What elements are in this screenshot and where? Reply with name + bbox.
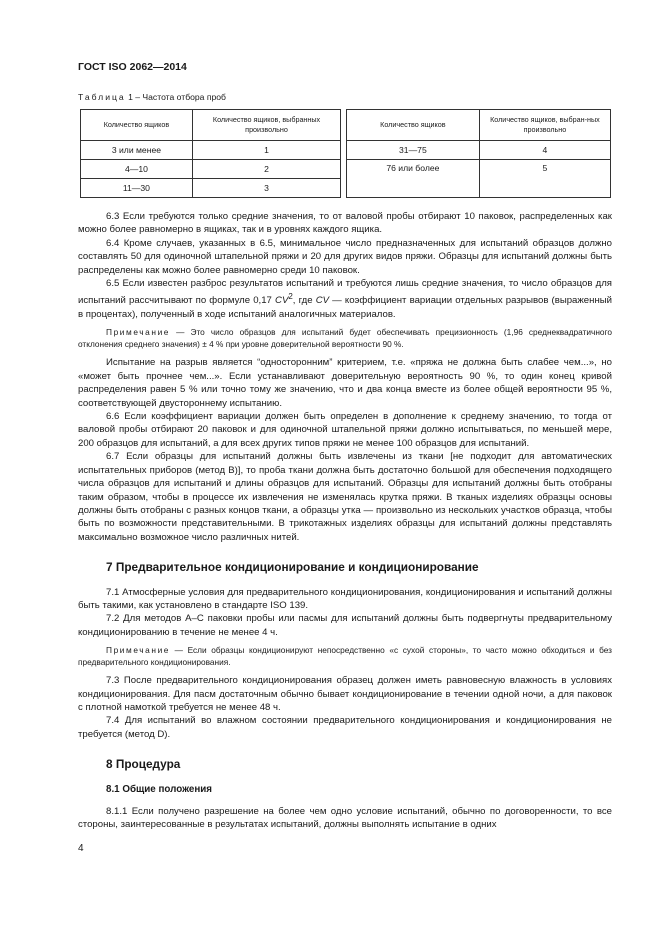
paragraph-6-6: 6.6 Если коэффициент вариации должен быть определен в дополнение к среднему значению, то тогда от валовой пробы отбирают 20 паковок и для одиночной штапельной пряжи должно испытываться, по меньшей мере, 200 образцов для испытаний, а для всех других типов пряжи не менее 100 образцов для испытаний. <box>78 411 612 449</box>
paragraph-one-sided-test: Испытание на разрыв является “односторонним” критерием, т.е. «пряжа не должна быть слабее чем...», но «может быть прочнее чем...». Если устанавливают доверительную вероятность 90 %, то один конец кривой распределения равен 5 % или точно тому же значению, что и два конца вместе из более общей вероятности 95 %, соответствующей двустороннему испытанию. <box>78 357 612 409</box>
note-1 <box>78 326 612 350</box>
table-cell: 3 <box>192 179 340 198</box>
paragraph-8-1-1: 8.1.1 Если получено разрешение на более чем одно условие испытаний, обычно по договоренности, то все стороны, заинтересованные в результатах испытаний, должны выполнять испытание в одних <box>78 806 612 831</box>
table-header-cell: Количество ящиков, выбранных произвольно <box>192 110 340 141</box>
table-cell: 2 <box>192 160 340 179</box>
note-label: Примечание <box>106 327 171 338</box>
table-row <box>81 160 611 179</box>
text-run: 6.5 Если известен разброс результатов испытаний и требуются лишь средние значения, то число образцов для испытаний рассчитывают по формуле 0,17 <box>78 278 612 307</box>
table-row <box>81 141 611 160</box>
standard-header: ГОСТ ISO 2062—2014 <box>78 61 187 73</box>
note-text: — Если образцы кондиционируют непосредственно «с сухой стороны», то часто можно обходиться и без предварительного кондиционирования. <box>78 645 612 668</box>
cv-symbol: CV <box>275 295 289 307</box>
paragraph-7-3: 7.3 После предварительного кондиционирования образец должен иметь равновесную влажность в условиях кондиционирования. Для пасм достаточным обычно бывает кондиционирование в течении одной ночи, а для паковок с плотной намоткой требуется не менее 48 ч. <box>78 675 612 713</box>
table-cell: 4 <box>479 141 610 160</box>
note-2 <box>78 644 612 668</box>
paragraph-6-3: 6.3 Если требуются только средние значения, то от валовой пробы отбирают 10 паковок, распределенных как можно более равномерно в ящиках, так и в уровнях каждого ящика. <box>78 211 612 236</box>
table-header-cell: Количество ящиков <box>346 110 479 141</box>
text-run: — коэффициент вариации отдельных разрывов (выраженный в процентах), полученный в ходе испытаний аналогичных материалов. <box>78 295 612 321</box>
page-number: 4 <box>78 843 84 854</box>
table-header-cell: Количество ящиков <box>81 110 193 141</box>
table-gap <box>341 179 347 198</box>
table-header-cell: Количество ящиков, выбран-ных произвольно <box>479 110 610 141</box>
paragraph-6-5 <box>78 277 612 321</box>
superscript: 2 <box>288 292 293 302</box>
table-header-row <box>81 110 611 141</box>
section-7-heading: 7 Предварительное кондиционирование и кондиционирование <box>106 560 479 575</box>
sampling-frequency-table <box>80 109 611 198</box>
table-cell: 11—30 <box>81 179 193 198</box>
table-cell: 76 или более <box>346 160 479 198</box>
table-cell: 5 <box>479 160 610 198</box>
document-body <box>78 210 612 832</box>
section-8-heading: 8 Процедура <box>106 757 181 772</box>
subsection-8-1-heading: 8.1 Общие положения <box>106 783 213 795</box>
table-cell: 3 или менее <box>81 141 193 160</box>
table-cell: 31—75 <box>346 141 479 160</box>
paragraph-7-2: 7.2 Для методов А–С паковки пробы или пасмы для испытаний должны быть подвергнуты предварительному кондиционированию в течение не менее 4 ч. <box>78 613 612 638</box>
table-caption-prefix: Таблица <box>78 92 126 102</box>
cv-symbol: CV <box>315 295 330 307</box>
paragraph-7-1: 7.1 Атмосферные условия для предварительного кондиционирования, кондиционирования и испытаний должны быть такими, как установлено в стандарте ISO 139. <box>78 586 612 611</box>
table-cell: 4—10 <box>81 160 193 179</box>
paragraph-7-4: 7.4 Для испытаний во влажном состоянии предварительного кондиционирования и кондиционирования не требуется (метод D). <box>78 715 612 740</box>
paragraph-6-7: 6.7 Если образцы для испытаний должны быть извлечены из ткани [не подходит для автоматических испытательных приборов (метод В)], то проба ткани должна быть достаточно большой для обеспечения подходящего числа образцов для испытаний и длины образцов для испытаний. Образцы для испытаний должны быть отобраны таким образом, чтобы в процессе их извлечения не изменялась крутка пряжи. В тканых изделиях образцы основы должны быть отобраны с разных концов ткани, а образцы утка — произвольно из нескольких участков образца, чтобы быть по возможности представительными. В трикотажных изделиях образцы для испытаний должны представлять максимально возможное число различных нитей. <box>78 451 612 543</box>
text-run: , где <box>292 295 316 307</box>
note-text: — Это число образцов для испытаний будет обеспечивать прецизионность (1,96 среднеквадратичного отклонения среднего значения) ± 4 % при уровне доверительной вероятности 90 %. <box>78 327 612 350</box>
paragraph-6-4: 6.4 Кроме случаев, указанных в 6.5, минимальное число предназначенных для испытаний образцов должно составлять 50 для одиночной штапельной пряжи и 20 для других видов пряжи. Образцы для испытаний должны быть распределены как можно более равномерно среди 10 паковок. <box>78 237 612 276</box>
note-label: Примечание <box>106 645 171 656</box>
table-cell: 1 <box>192 141 340 160</box>
table-caption-text: 1 – Частота отбора проб <box>125 92 226 102</box>
table-caption <box>78 92 226 102</box>
